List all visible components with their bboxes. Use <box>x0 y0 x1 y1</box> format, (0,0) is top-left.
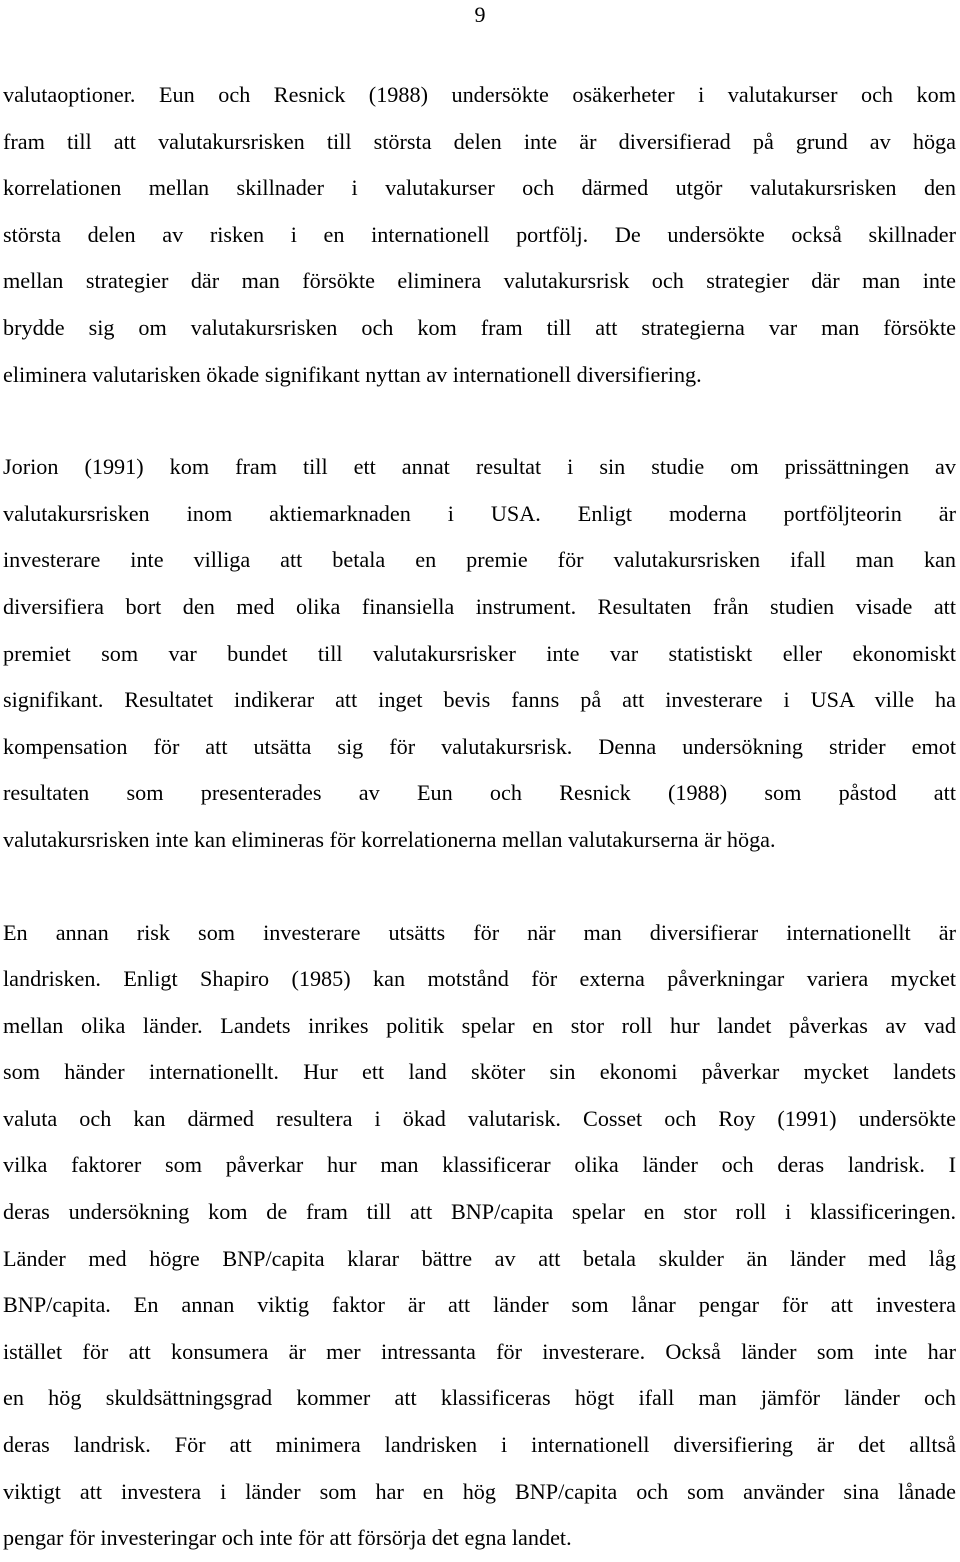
text-line: som händer internationellt. Hur ett land sköter sin ekonomi påverkar mycket landets <box>3 1059 956 1085</box>
text-line: brydde sig om valutakursrisken och kom fram till att strategierna var man försökte <box>3 314 956 340</box>
text-line: resultaten som presenterades av Eun och Resnick (1988) som påstod att <box>3 780 956 806</box>
text-line: eliminera valutarisken ökade signifikant nyttan av internationell diversifiering. <box>3 361 702 387</box>
text-line: valuta och kan därmed resultera i ökad valutarisk. Cosset och Roy (1991) undersökte <box>3 1105 956 1131</box>
text-line: BNP/capita. En annan viktig faktor är att länder som lånar pengar för att investera <box>3 1292 956 1318</box>
text-line: deras undersökning kom de fram till att BNP/capita spelar en stor roll i klassificeringen. <box>3 1199 956 1225</box>
text-line: mellan strategier där man försökte eliminera valutakursrisk och strategier där man inte <box>3 268 956 294</box>
text-line: pengar för investeringar och inte för att försörja det egna landet. <box>3 1525 572 1551</box>
text-line: korrelationen mellan skillnader i valutakurser och därmed utgör valutakursrisken den <box>3 175 956 201</box>
body-text <box>3 72 956 1562</box>
text-line: valutaoptioner. Eun och Resnick (1988) undersökte osäkerheter i valutakurser och kom <box>3 82 956 107</box>
page-number: 9 <box>474 2 486 27</box>
paragraph-eun-resnick <box>3 72 956 398</box>
paragraph-spacer <box>3 864 956 910</box>
text-line: deras landrisk. För att minimera landrisken i internationell diversifiering är det alltså <box>3 1432 956 1458</box>
paragraph-landrisk <box>3 910 956 1562</box>
text-line: Jorion (1991) kom fram till ett annat resultat i sin studie om prissättningen av <box>3 454 956 480</box>
text-line: investerare inte villiga att betala en premie för valutakursrisken ifall man kan <box>3 547 956 573</box>
text-line: största delen av risken i en internationell portfölj. De undersökte också skillnader <box>3 221 956 247</box>
text-line: landrisken. Enligt Shapiro (1985) kan motstånd för externa påverkningar variera mycket <box>3 966 956 992</box>
text-line: valutakursrisken inom aktiemarknaden i USA. Enligt moderna portföljteorin är <box>3 500 956 526</box>
text-line: en hög skuldsättningsgrad kommer att klassificeras högt ifall man jämför länder och <box>3 1385 956 1411</box>
text-line: diversifiera bort den med olika finansiella instrument. Resultaten från studien visade att <box>3 593 956 619</box>
text-line: istället för att konsumera är mer intressanta för investerare. Också länder som inte har <box>3 1338 956 1364</box>
text-line: kompensation för att utsätta sig för valutakursrisk. Denna undersökning strider emot <box>3 733 956 759</box>
text-line: viktigt att investera i länder som har en hög BNP/capita och som använder sina lånade <box>3 1478 956 1504</box>
text-line: premiet som var bundet till valutakursrisker inte var statistiskt eller ekonomiskt <box>3 640 956 666</box>
text-line: En annan risk som investerare utsätts för när man diversifierar internationellt är <box>3 919 956 945</box>
paragraph-spacer <box>3 398 956 444</box>
text-line: signifikant. Resultatet indikerar att inget bevis fanns på att investerare i USA ville ha <box>3 687 956 713</box>
text-line: fram till att valutakursrisken till största delen inte är diversifierad på grund av höga <box>3 128 956 154</box>
text-line: vilka faktorer som påverkar hur man klassificerar olika länder och deras landrisk. I <box>3 1152 956 1178</box>
text-line: mellan olika länder. Landets inrikes politik spelar en stor roll hur landet påverkas av vad <box>3 1012 956 1038</box>
paragraph-jorion <box>3 444 956 863</box>
text-line: Länder med högre BNP/capita klarar bättre av att betala skulder än länder med låg <box>3 1245 956 1271</box>
text-line: valutakursrisken inte kan elimineras för korrelationerna mellan valutakurserna är höga. <box>3 826 776 852</box>
